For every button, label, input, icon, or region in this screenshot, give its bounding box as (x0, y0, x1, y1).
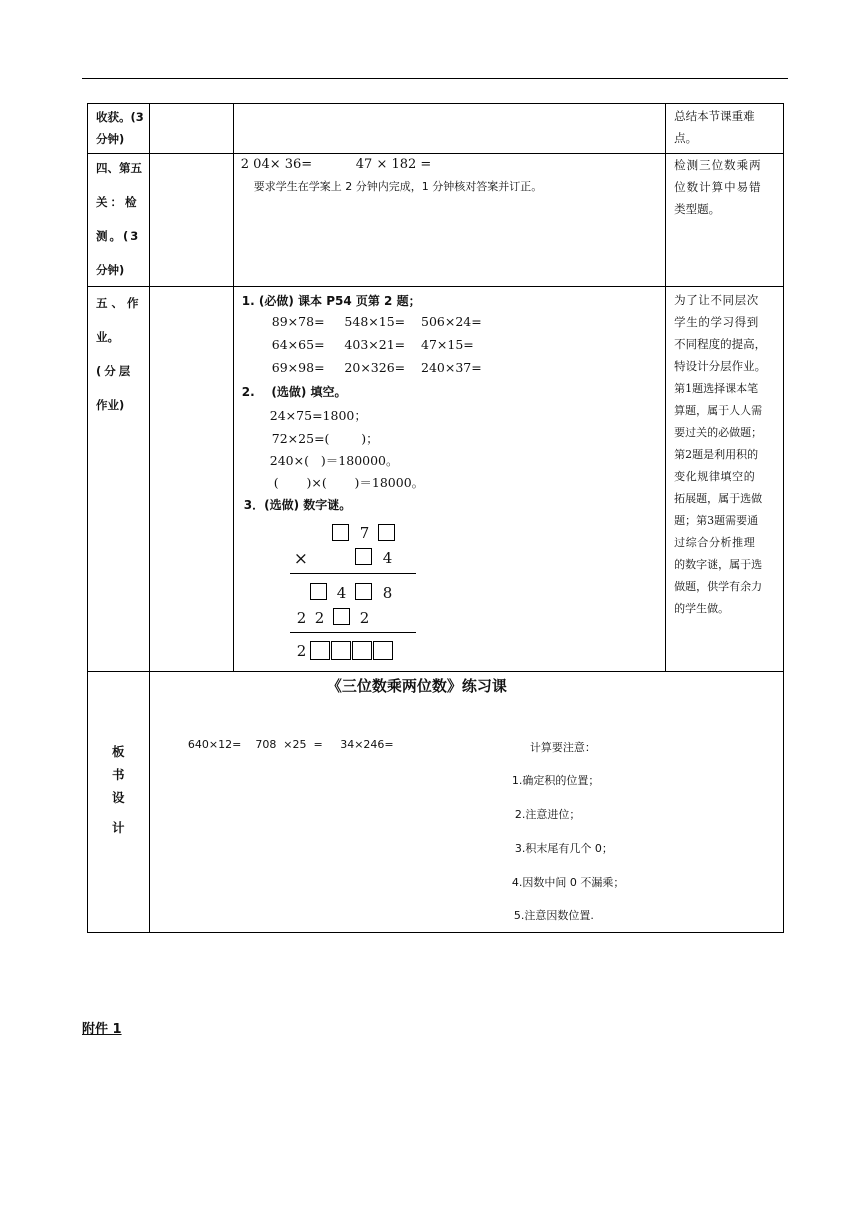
homework-line: 64×65= 403×21= 47×15= (271, 337, 474, 352)
stage-label: 分钟) (96, 132, 125, 146)
puzzle-digit: 2 (314, 609, 325, 627)
problem-text: 47 × 182 = (355, 157, 432, 172)
blank-box (331, 641, 351, 660)
homework-line: 240×( )＝180000。 (269, 453, 399, 468)
stage-label: 测。(3 (96, 229, 141, 243)
puzzle-digit: 2 (296, 609, 307, 627)
stage-label: 业。 (96, 330, 119, 344)
homework-q1: 1. (必做) 课本 P54 页第 2 题； (241, 294, 421, 308)
homework-q3: 3．(选做) 数字谜。 (243, 498, 352, 512)
board-note: 2.注意进位； (514, 808, 581, 821)
design-note: 为了让不同层次 (674, 293, 759, 307)
stage-label: 收获。(3 (96, 110, 144, 124)
design-note: 算题，属于人人需 (674, 404, 763, 417)
blank-box (333, 608, 350, 625)
homework-line: ( )×( )＝18000。 (273, 475, 425, 490)
design-note: 做题，供学有余力 (674, 580, 763, 593)
design-note: 第1题选择课本笔 (674, 382, 759, 395)
board-note: 3.积末尾有几个 0； (514, 842, 613, 855)
stage-label: 作业) (96, 398, 125, 412)
multiply-sign: × (293, 549, 309, 569)
puzzle-digit: 4 (336, 584, 347, 602)
problem-text: 2 04× 36= (240, 157, 313, 172)
board-note: 1.确定积的位置； (511, 774, 600, 787)
blank-box (355, 583, 372, 600)
homework-line: 72×25=( )； (271, 431, 379, 446)
design-note: 的学生做。 (674, 602, 730, 615)
table-row (88, 104, 784, 154)
blank-box (378, 524, 395, 541)
puzzle-digit: 2 (296, 642, 307, 660)
board-label: 设 (112, 790, 125, 805)
stage-label: 关：检 (96, 195, 140, 209)
design-note: 过综合分析推理 (674, 536, 756, 549)
design-note: 要过关的必做题； (674, 426, 763, 439)
board-label: 计 (112, 820, 125, 835)
sum-line (290, 573, 416, 574)
lesson-table (87, 103, 784, 933)
board-problems: 640×12= 708 ×25 = 34×246= (187, 738, 394, 751)
design-note: 位数计算中易错 (674, 180, 762, 194)
design-note: 变化规律填空的 (674, 470, 756, 483)
blank-box (373, 641, 393, 660)
blank-box (332, 524, 349, 541)
blank-box (310, 641, 330, 660)
board-label: 板 (112, 744, 125, 759)
table-row (88, 287, 784, 672)
blank-box (310, 583, 327, 600)
puzzle-digit: 2 (359, 609, 370, 627)
design-note: 检测三位数乘两 (674, 158, 762, 172)
table-row (88, 672, 784, 933)
design-note: 类型题。 (674, 202, 721, 216)
puzzle-digit: 8 (382, 584, 393, 602)
puzzle-digit: 7 (359, 524, 370, 542)
design-note: 题；第3题需要通 (674, 514, 759, 527)
board-note: 5.注意因数位置. (513, 909, 594, 922)
stage-label: 五、作 (96, 296, 143, 310)
blank-box (352, 641, 372, 660)
puzzle-digit: 4 (382, 549, 393, 567)
homework-line: 89×78= 548×15= 506×24= (271, 314, 482, 329)
table-row (88, 154, 784, 287)
blank-box (355, 548, 372, 565)
stage-label: 四、第五 (96, 161, 142, 175)
board-title: 《三位数乘两位数》练习课 (326, 677, 507, 695)
board-notes-title: 计算要注意： (529, 741, 596, 754)
board-note: 4.因数中间 0 不漏乘； (511, 876, 625, 889)
header-rule (82, 78, 788, 79)
attachment-heading: 附件 1 (82, 1022, 122, 1037)
homework-q2: 2. (选做) 填空。 (241, 385, 347, 399)
design-note: 点。 (674, 131, 698, 145)
board-label: 书 (112, 767, 125, 782)
stage-label: 分钟) (96, 263, 125, 277)
homework-line: 24×75=1800； (269, 408, 367, 423)
design-note: 不同程度的提高， (674, 337, 767, 351)
design-note: 第2题是利用积的 (674, 448, 759, 461)
design-note: 总结本节课重难 (674, 109, 755, 123)
sum-line (290, 632, 416, 633)
stage-label: (分层 (96, 364, 134, 378)
design-note: 特设计分层作业。 (674, 359, 767, 373)
design-note: 的数字谜，属于选 (674, 558, 763, 571)
homework-line: 69×98= 20×326= 240×37= (271, 360, 482, 375)
design-note: 学生的学习得到 (674, 315, 759, 329)
instruction-text: 要求学生在学案上 2 分钟内完成，1 分钟核对答案并订正。 (253, 180, 543, 193)
design-note: 拓展题，属于选做 (674, 492, 763, 505)
